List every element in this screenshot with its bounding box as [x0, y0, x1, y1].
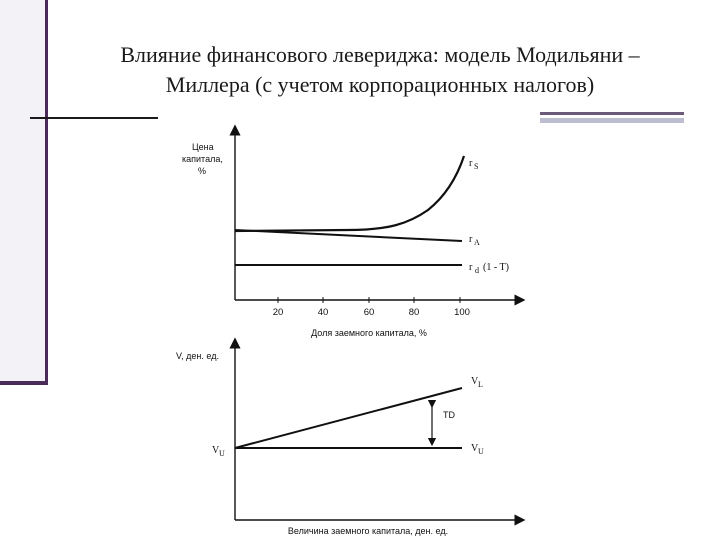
slide-title — [70, 40, 690, 100]
rs-label-sub: S — [474, 162, 479, 171]
x-tick-label-20: 20 — [272, 307, 284, 318]
slide-title-line-1: Влияние финансового левериджа: модель Модильяни – — [120, 42, 640, 67]
rs-label — [469, 158, 478, 171]
ra-line — [235, 230, 462, 241]
left-accent-cap — [0, 381, 48, 385]
vu-label-main: V — [471, 443, 479, 454]
vl-label-main: V — [471, 376, 479, 387]
left-accent-bar — [0, 0, 48, 384]
bottom-x-label: Величина заемного капитала, ден. ед. — [287, 526, 449, 536]
mm-diagram — [158, 112, 540, 540]
rd-label-sub: d — [475, 266, 479, 275]
ra-label-sub: A — [474, 238, 480, 247]
rs-curve — [235, 156, 464, 231]
x-tick-label-40: 40 — [317, 307, 329, 318]
ra-label — [469, 234, 480, 247]
vl-label — [471, 376, 483, 389]
top-chart — [182, 130, 520, 338]
vl-label-sub: L — [478, 380, 483, 389]
vu-axis-label — [212, 445, 225, 458]
vu-axis-label-main: V — [212, 445, 220, 456]
title-underline-left — [30, 117, 158, 119]
x-tick-label-80: 80 — [408, 307, 420, 318]
rd-label — [469, 262, 509, 275]
x-tick-label-100: 100 — [454, 307, 470, 318]
top-y-label-line-2: капитала, — [182, 154, 223, 164]
top-y-label-line-1: Цена — [192, 142, 214, 152]
title-underline-right-dark — [540, 112, 684, 115]
bottom-chart — [176, 343, 520, 536]
vu-label-sub: U — [478, 447, 484, 456]
slide-title-line-2: Миллера (с учетом корпорационных налогов) — [165, 72, 595, 97]
ra-label-main: r — [469, 234, 473, 245]
top-y-label-line-3: % — [198, 166, 207, 176]
vu-axis-label-sub: U — [219, 449, 225, 458]
vu-label — [471, 443, 484, 456]
x-tick-label-60: 60 — [363, 307, 375, 318]
figure-panel — [158, 112, 540, 540]
title-underline-right-light — [540, 118, 684, 123]
bottom-y-label: V, ден. ед. — [176, 351, 219, 361]
rs-label-main: r — [469, 158, 473, 169]
rd-label-suffix: (1 - T) — [483, 262, 509, 273]
vl-line — [235, 388, 462, 448]
top-x-label: Доля заемного капитала, % — [311, 328, 427, 338]
rd-label-main: r — [469, 262, 473, 273]
td-label: TD — [443, 410, 455, 420]
